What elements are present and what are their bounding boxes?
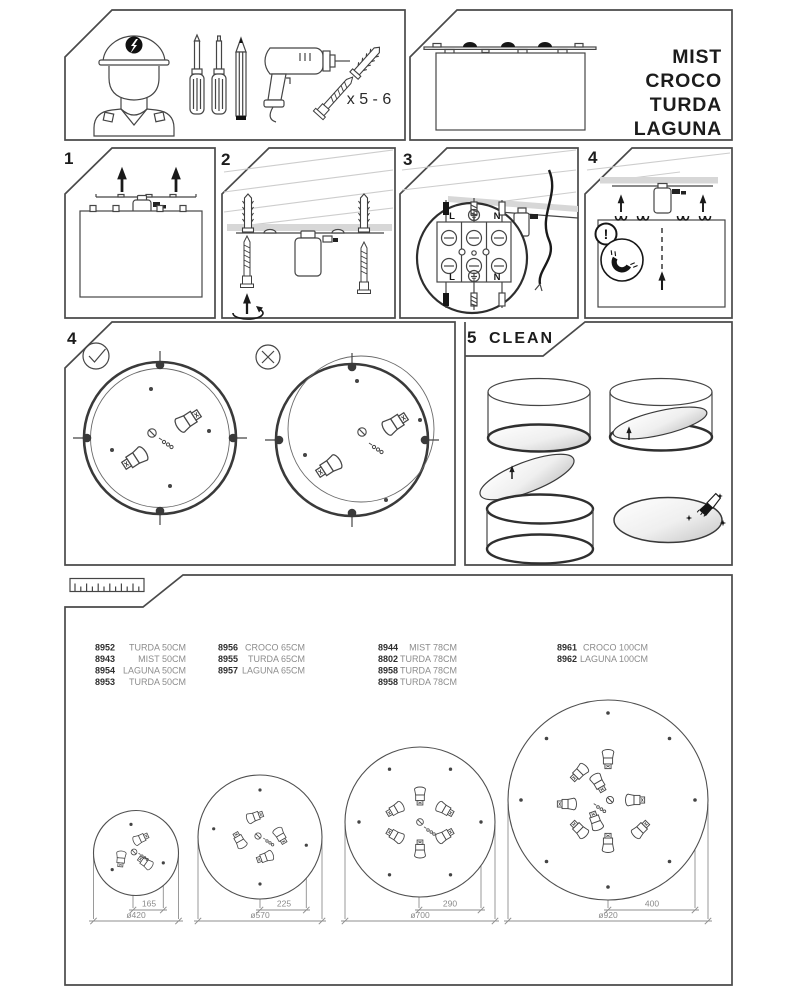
step-number: 3	[403, 150, 413, 169]
hole-spacing-label: 225	[276, 898, 292, 909]
panel-step-4	[585, 148, 732, 318]
step-number: 5	[467, 328, 477, 347]
product-code: 8962	[557, 654, 578, 664]
product-label: CROCO 65CM	[244, 642, 305, 653]
step-number: 4	[588, 148, 598, 167]
product-name: CROCO	[645, 70, 722, 92]
product-code: 8958	[378, 677, 399, 687]
product-label: MIST 78CM	[409, 642, 457, 653]
product-label: MIST 50CM	[138, 654, 186, 664]
wall-plug-icon	[359, 194, 370, 232]
driver-box	[654, 188, 671, 213]
step-number: 1	[64, 149, 74, 168]
product-code: 8954	[95, 665, 116, 676]
product-name: TURDA	[649, 94, 722, 116]
product-code: 8952	[95, 642, 116, 653]
hole-spacing-label: 165	[141, 898, 157, 909]
product-code: 8953	[95, 677, 116, 687]
product-code: 8943	[95, 654, 116, 664]
ceiling	[600, 177, 718, 184]
screws-quantity-label: x 5 - 6	[346, 91, 392, 108]
panel-step-1	[64, 148, 215, 318]
product-label: TURDA 50CM	[128, 642, 186, 653]
panel-step-3	[400, 148, 578, 318]
product-code: 8957	[218, 665, 239, 676]
neutral-label: N	[493, 211, 501, 222]
product-code: 8802	[378, 654, 399, 664]
product-label: LAGUNA 65CM	[241, 665, 305, 676]
product-label: TURDA 78CM	[399, 654, 457, 664]
product-name: LAGUNA	[633, 118, 722, 140]
neutral-label: N	[493, 272, 501, 283]
product-code: 8961	[557, 642, 578, 653]
hole-spacing-label: 290	[442, 898, 458, 909]
wall-plug-icon	[243, 194, 254, 232]
ruler-icon	[70, 579, 144, 592]
diameter-label: ø920	[598, 910, 618, 920]
product-label: CROCO 100CM	[582, 642, 648, 653]
panel-tools	[65, 10, 405, 140]
product-label: TURDA 78CM	[399, 677, 457, 687]
product-code: 8955	[218, 654, 239, 664]
product-name: MIST	[672, 46, 722, 68]
panel-step-2	[221, 148, 395, 319]
panel-step-4-alignment	[65, 322, 455, 565]
product-label: TURDA 50CM	[128, 677, 186, 687]
step-number: 2	[221, 150, 231, 169]
product-code: 8958	[378, 665, 399, 676]
panel-step-5-clean	[465, 322, 732, 565]
product-label: LAGUNA 50CM	[122, 665, 186, 676]
live-label: L	[449, 272, 455, 283]
product-label: TURDA 65CM	[247, 654, 305, 664]
diameter-label: ø700	[410, 910, 430, 920]
step-number: 4	[67, 329, 77, 348]
product-code: 8956	[218, 642, 239, 653]
lamp-body	[80, 211, 202, 297]
alert-symbol: !	[603, 226, 609, 242]
product-code: 8944	[378, 642, 399, 653]
diameter-label: ø570	[250, 910, 270, 920]
driver-box	[295, 238, 321, 276]
step-title: CLEAN	[489, 330, 555, 347]
product-label: LAGUNA 100CM	[579, 654, 648, 664]
panel-title	[410, 10, 732, 140]
live-label: L	[449, 211, 455, 222]
hole-spacing-label: 400	[644, 898, 660, 909]
lamp-side-view	[424, 42, 596, 130]
panel-dimensions	[65, 575, 732, 985]
pencil-icon	[236, 38, 246, 120]
diameter-label: ø420	[126, 910, 146, 920]
product-label: TURDA 78CM	[399, 665, 457, 676]
